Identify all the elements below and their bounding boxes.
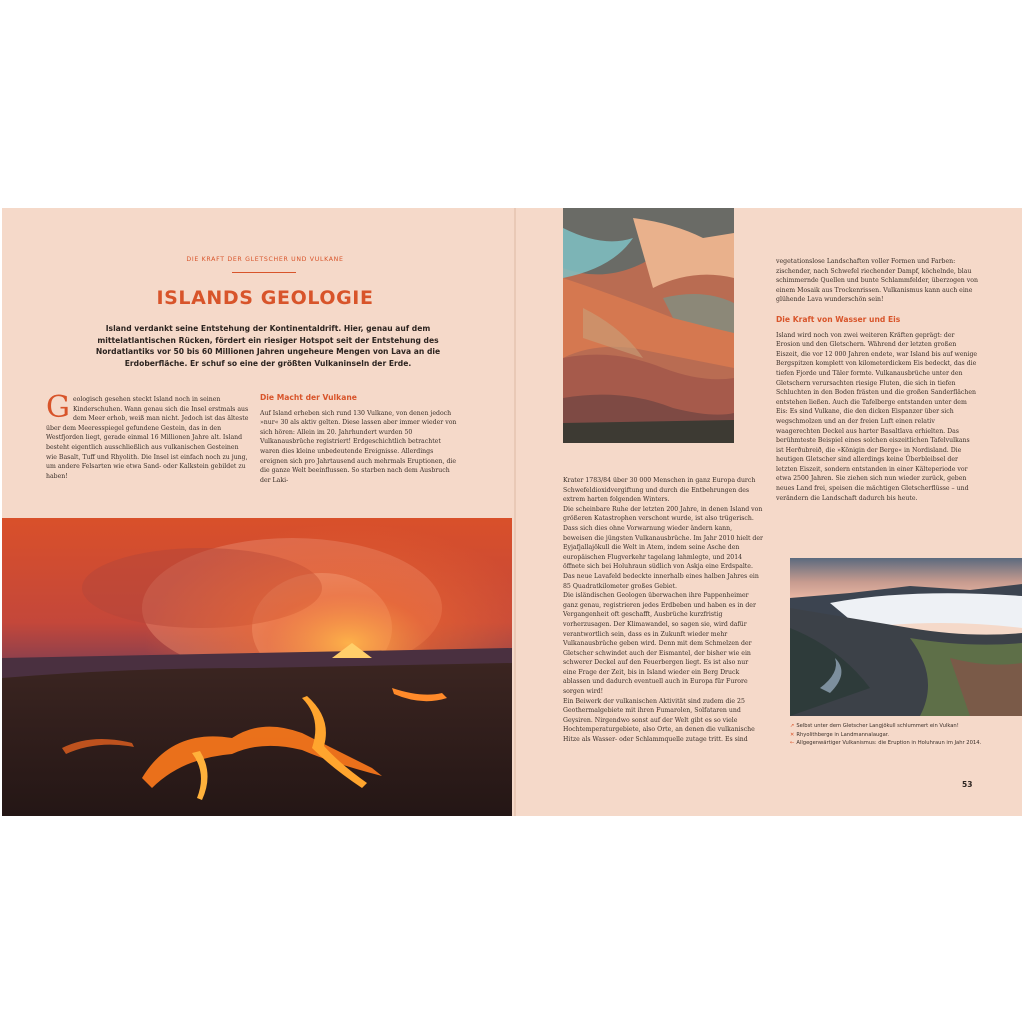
column-3-paragraph-3: Die isländischen Geologen überwachen ihre Pappenheimer ganz genau, registrieren jedes Erdbeben und haben es in der Vergangenheit oft geschafft, Ausbrüche kurzfristig vorherzusagen. Der Klimawandel, so sagen sie, wird dafür verantwortlich sein, dass es in Zukunft wieder mehr Vulkanausbrüche geben wird. Denn mit dem Schmelzen der Gletscher schwindet auch der Eismantel, der bisher wie ein schwerer Deckel auf den Feuerbergen liegt. Es ist also nur eine Frage der Zeit, bis in Island wieder ein Berg Druck ablassen und dadurch eventuell auch in Europa für Furore sorgen wird!	[563, 592, 756, 696]
rhyolite-mountains-photo	[563, 208, 734, 443]
rhyolite-illustration	[563, 208, 734, 443]
subheading-vulkane: Die Macht der Vulkane	[260, 393, 357, 402]
kicker-rule	[232, 272, 296, 273]
arrow-right-icon: ✕	[790, 731, 795, 738]
column-3-paragraph-2: Die scheinbare Ruhe der letzten 200 Jahre, in denen Island von größeren Katastrophen verschont wurde, ist also trügerisch. Dass sich dies ohne Vorwarnung wieder ändern kann, beweisen die jüngsten Vulkanausbrüche. Im Jahr 2010 hielt der Eyjafjallajökull die Welt in Atem, indem seine Asche den europäischen Flugverkehr tagelang lahmlegte, und 2014 öffnete sich bei Holuhraun südlich von Askja eine Erdspalte. Das neue Lavafeld bedeckte innerhalb eines halben Jahres ein 85 Quadratkilometer großes Gebiet.	[563, 505, 764, 590]
column-2-text: Auf Island erheben sich rund 130 Vulkane, von denen jedoch »nur« 30 als aktiv gelten. Diese lassen aber immer wieder von sich hören: Allein im 20. Jahrhundert wurden 50 Vulkanausbrüche registriert! Erdgeschichtlich betrachtet waren dies kleine unbedeutende Ereignisse. Allerdings ereignen sich pro Jahrtausend auch mehrmals Eruptionen, die die ganze Welt beeinflussen. So starben nach dem Ausbruch der Laki-	[260, 409, 457, 484]
photo-captions	[790, 722, 1008, 748]
column-1-text: eologisch gesehen steckt Island noch in seinen Kinderschuhen. Wann genau sich die Insel erstmals aus dem Meer erhob, weiß man nicht. Jedoch ist das älteste über dem Meeresspiegel gefundene Gestein, das in den Westfjorden liegt, gerade einmal 16 Millionen Jahre alt. Island besteht eigentlich ausschließlich aus vulkanischen Gesteinen wie Basalt, Tuff und Rhyolith. Die Insel ist einfach noch zu jung, um andere Felsarten wie etwa Sand- oder Kalkstein gebildet zu haben!	[46, 396, 249, 480]
text-column-1	[46, 390, 249, 481]
caption-glacier: ↗ Selbst unter dem Gletscher Langjökull schlummert ein Vulkan!	[790, 723, 959, 729]
text-column-2	[260, 393, 460, 485]
caption-rhyolite: ✕ Rhyolithberge in Landmannalaugar.	[790, 731, 890, 738]
lead-paragraph: Island verdankt seine Entstehung der Kontinentaldrift. Hier, genau auf dem mittelatlantischen Rücken, fördert ein riesiger Hotspot seit der Entstehung des Nordatlantiks vor 50 bis 60 Millionen Jahren ungeheure Mengen von Lava an die Erdoberfläche. Er schuf so eine der größten Vulkaninseln der Erde.	[95, 324, 441, 369]
column-4-text: Island wird noch von zwei weiteren Kräften geprägt: der Erosion und den Gletschern. Während der letzten großen Eiszeit, die vor 12 000 Jahren endete, war Island bis auf wenige Bergspitzen komplett von kilometerdickem Eis bedeckt, das die tiefen Fjorde und Täler formte. Vulkanausbrüche unter den Gletschern verursachten riesige Fluten, die sich in tiefen Schluchten in den Boden frästen und die großen Sanderflächen entstehen ließen. Auch die Tafelberge entstanden unter dem Eis: Es sind Vulkane, die den dicken Eispanzer über sich wegschmolzen und an der freien Luft einen relativ waagerechten Deckel aus harter Basaltlava erhielten. Das berühmteste Beispiel eines solchen eiszeitlichen Tafelvulkans ist Herðubreið, die »Königin der Berge« in Nordisland. Die heutigen Gletscher sind allerdings keine Überbleibsel der letzten Eiszeit, sondern entstanden in einer Kälteperiode vor etwa 2500 Jahren. Sie ziehen sich nun wieder zurück, geben neues Land frei, speisen die mächtigen Gletscherflüsse – und verändern die Landschaft dadurch bis heute.	[776, 331, 978, 502]
caption-eruption: ← Allgegenwärtiger Vulkanismus: die Eruption in Holuhraun im Jahr 2014.	[790, 740, 982, 747]
column-3-paragraph-4: Ein Beiwerk der vulkanischen Aktivität sind zudem die 25 Geothermalgebiete mit ihren Fumarolen, Solfataren und Geysiren. Nirgendwo sonst auf der Welt gibt es so viele Hochtemperaturgebiete, also Orte, an denen die vulkanische Hitze als Wasser- oder Schlammquelle zutage tritt. Es sind	[563, 697, 755, 744]
column-4-intro: vegetationslose Landschaften voller Formen und Farben: zischender, nach Schwefel riechender Dampf, köchelnde, blau schimmernde Quellen und bunte Schlammfelder, überzogen von einem Mosaik aus Trockenrissen. Vulkanismus kann auch eine glühende Lava wunderschön sein!	[776, 258, 978, 304]
arrow-left-icon: ←	[790, 740, 795, 747]
text-column-4	[776, 257, 979, 503]
subheading-wasser-eis: Die Kraft von Wasser und Eis	[776, 314, 901, 324]
eruption-illustration	[2, 518, 512, 816]
column-3-paragraph-1: Krater 1783/84 über 30 000 Menschen in ganz Europa durch Schwefeldioxidvergiftung und durch die Entbehrungen des extrem harten folgenden Winters.	[563, 477, 756, 504]
page-gutter	[514, 208, 516, 816]
page-number: 53	[962, 780, 973, 789]
glacier-photo	[790, 558, 1022, 716]
drop-cap: G	[46, 390, 70, 425]
glacier-illustration	[790, 558, 1022, 716]
page-title: ISLANDS GEOLOGIE	[156, 287, 374, 309]
arrow-up-left-icon: ↗	[790, 723, 795, 729]
text-column-3	[563, 476, 763, 745]
eruption-photo	[2, 518, 512, 816]
section-kicker: DIE KRAFT DER GLETSCHER UND VULKANE	[186, 256, 344, 263]
